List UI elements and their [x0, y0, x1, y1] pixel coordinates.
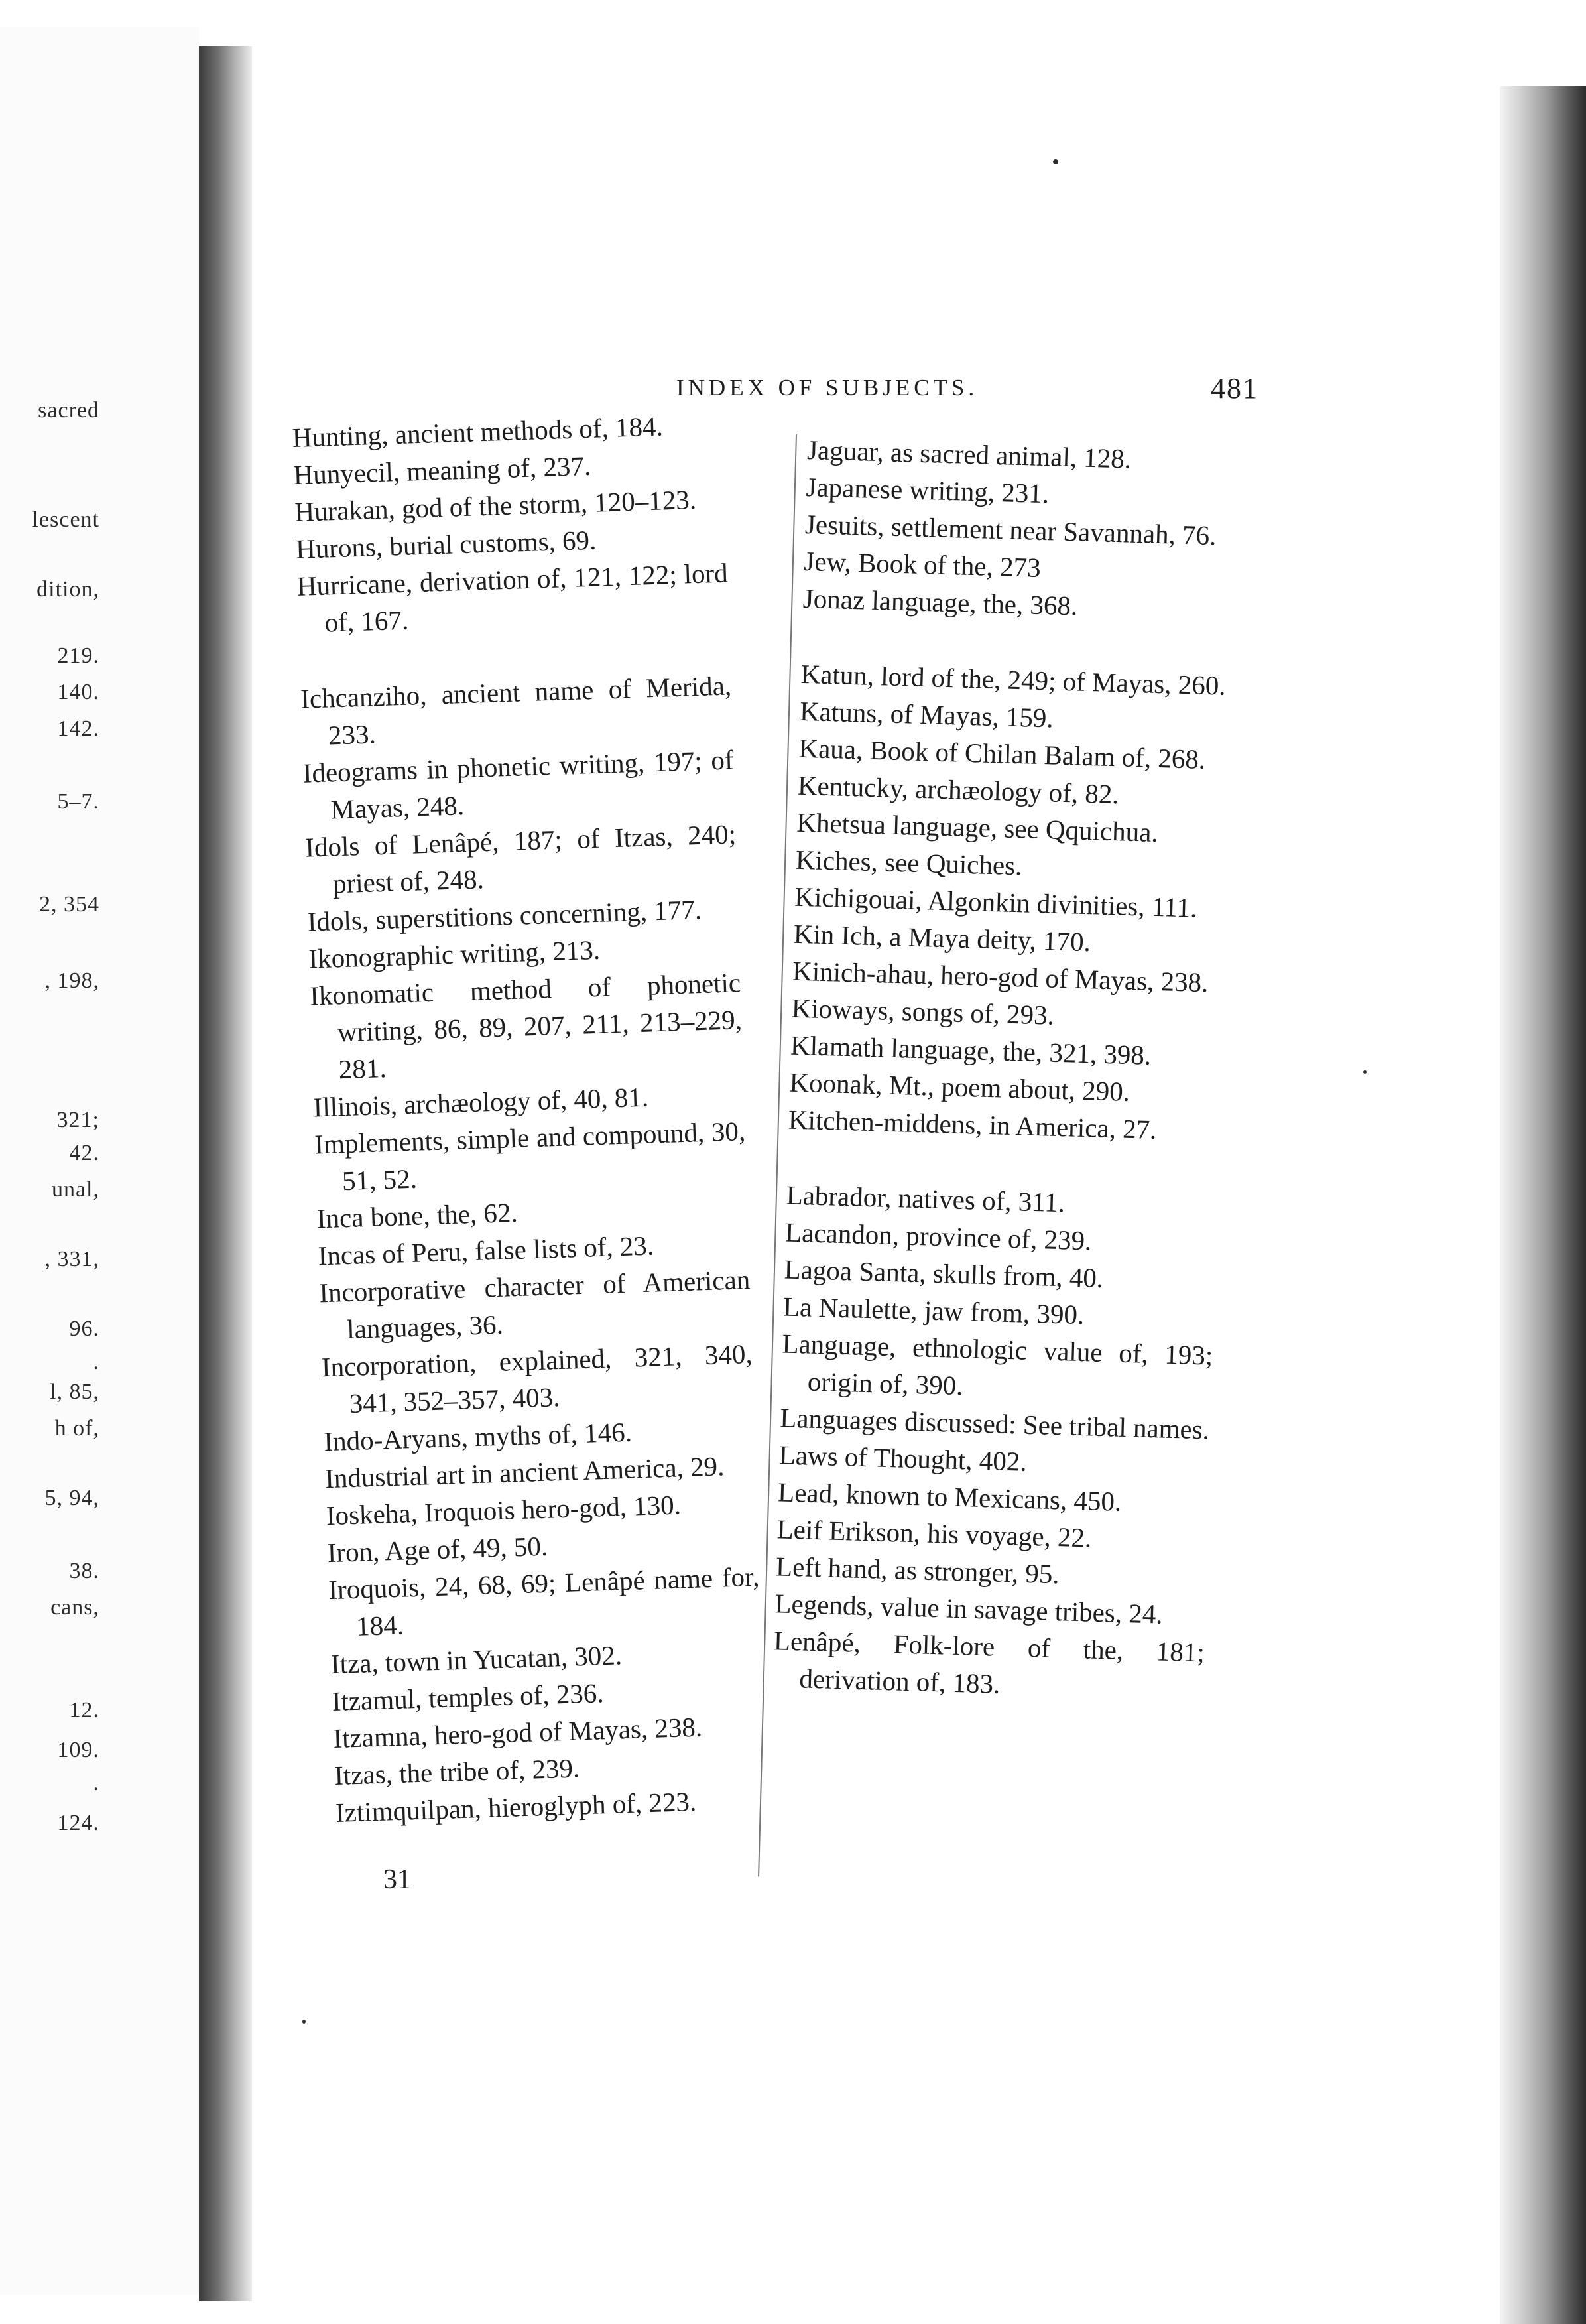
index-entry: Katuns, of Mayas, 159. [799, 695, 1054, 734]
left-page-fragment: 5–7. [57, 789, 99, 814]
left-page-fragment: 12. [69, 1698, 99, 1722]
index-entry: Idols of Lenâpé, 187; of Itzas, 240; priest of, 248. [304, 818, 737, 899]
left-page-fragment: 42. [69, 1141, 99, 1165]
left-page-fragment: 321; [56, 1108, 99, 1132]
left-page-fragment: 140. [57, 680, 99, 704]
index-entry: Kiches, see Quiches. [795, 844, 1023, 881]
index-entry: Itzas, the tribe of, 239. [334, 1752, 580, 1791]
index-entry: Languages discussed: See tribal names. [779, 1402, 1210, 1445]
index-entry: Kin Ich, a Maya deity, 170. [793, 918, 1091, 958]
index-entry: Jesuits, settlement near Savannah, 76. [804, 508, 1217, 551]
index-entry: Koonak, Mt., poem about, 290. [788, 1066, 1130, 1107]
index-entry: Hurons, burial customs, 69. [295, 524, 597, 564]
left-page-fragment: dition, [36, 577, 99, 602]
index-entry: Lacandon, province of, 239. [784, 1216, 1092, 1256]
index-entry: Indo-Aryans, myths of, 146. [323, 1416, 633, 1457]
left-page-fragment: , 331, [44, 1247, 99, 1271]
left-page-fragment: . [93, 1771, 99, 1795]
index-entry: Left hand, as stronger, 95. [775, 1551, 1060, 1590]
index-entry: Ideograms in phonetic writing, 197; of Mayas, 248. [302, 744, 735, 825]
index-entry: Katun, lord of the, 249; of Mayas, 260. [800, 658, 1227, 701]
index-entry: Incorporative character of American languages, 36. [318, 1263, 751, 1345]
index-entry: Kinich-ahau, hero-god of Mayas, 238. [792, 955, 1209, 998]
index-column-right [772, 431, 1239, 1708]
left-page-fragment: l, 85, [50, 1380, 99, 1404]
previous-page-edge [0, 27, 199, 2295]
left-page-fragment: , 198, [44, 968, 99, 993]
left-page-fragment: 96. [69, 1317, 99, 1341]
index-entry: Kentucky, archæology of, 82. [797, 769, 1120, 810]
index-entry: Klamath language, the, 321, 398. [790, 1029, 1152, 1070]
index-entry: Japanese writing, 231. [806, 471, 1050, 509]
index-entry: Itza, town in Yucatan, 302. [330, 1640, 623, 1680]
index-entry: Lead, known to Mexicans, 450. [777, 1476, 1122, 1517]
index-entry: Illinois, archæology of, 40, 81. [312, 1081, 649, 1123]
left-page-fragment: h of, [54, 1416, 99, 1441]
index-entry: Incas of Peru, false lists of, 23. [317, 1230, 654, 1271]
index-entry: Jew, Book of the, 273 [803, 545, 1042, 583]
printer-signature-mark: 31 [383, 1864, 411, 1895]
left-page-fragment: 124. [57, 1811, 99, 1835]
index-entry: Leif Erikson, his voyage, 22. [776, 1514, 1093, 1553]
left-page-fragment: 38. [69, 1559, 99, 1583]
index-entry: Incorporation, explained, 321, 340, 341, 352–357, 403. [321, 1338, 753, 1419]
index-entry: Kitchen-middens, in America, 27. [788, 1104, 1158, 1145]
index-entry: Iroquois, 24, 68, 69; Lenâpé name for, 184. [328, 1561, 760, 1642]
index-entry: La Naulette, jaw from, 390. [782, 1291, 1085, 1330]
index-entry: Hunting, ancient methods of, 184. [292, 411, 664, 453]
index-entry: Iron, Age of, 49, 50. [326, 1530, 548, 1569]
index-entry: Ichcanziho, ancient name of Merida, 233. [300, 670, 732, 751]
index-entry: Lenâpé, Folk-lore of the, 181; derivation of, 183. [773, 1625, 1205, 1699]
index-entry: Implements, simple and compound, 30, 51, 52. [314, 1116, 746, 1196]
index-column-left [292, 406, 767, 1831]
left-page-fragment: 5, 94, [44, 1486, 99, 1510]
ink-speck [302, 2020, 306, 2024]
index-entry: Industrial art in ancient America, 29. [324, 1451, 725, 1494]
index-entry: Kioways, songs of, 293. [791, 992, 1055, 1031]
index-entry: Inca bone, the, 62. [316, 1196, 518, 1234]
index-entry: Kaua, Book of Chilan Balam of, 268. [798, 732, 1206, 775]
index-entry: Lagoa Santa, skulls from, 40. [784, 1254, 1104, 1293]
left-page-fragment: 142. [57, 716, 99, 741]
index-entry: Jonaz language, the, 368. [802, 582, 1078, 621]
index-entry: Khetsua language, see Qquichua. [796, 807, 1159, 848]
index-entry: Iztimquilpan, hieroglyph of, 223. [335, 1785, 697, 1828]
index-entry: Ikonomatic method of phonetic writing, 86, 89, 207, 211, 213–229, 281. [309, 967, 743, 1085]
left-page-fragment: sacred [38, 398, 99, 422]
index-entry: Itzamna, hero-god of Mayas, 238. [332, 1711, 703, 1754]
binding-gutter-shadow [199, 46, 252, 2301]
index-entry: Legends, value in savage tribes, 24. [774, 1588, 1164, 1630]
index-entry: Jaguar, as sacred animal, 128. [806, 434, 1132, 474]
left-page-fragment: 2, 354 [39, 892, 99, 917]
index-entry: Idols, superstitions concerning, 177. [307, 893, 702, 937]
page-stack-edge [1500, 86, 1586, 2324]
index-entry: Ikonographic writing, 213. [308, 934, 601, 974]
left-page-fragment: . [93, 1350, 99, 1374]
left-page-fragment: 109. [57, 1738, 99, 1762]
left-page-fragment: cans, [50, 1595, 99, 1620]
index-entry: Ioskeha, Iroquois hero-god, 130. [326, 1489, 682, 1531]
index-entry: Itzamul, temples of, 236. [332, 1677, 605, 1717]
left-page-fragment: lescent [32, 507, 99, 532]
left-page-fragment: unal, [51, 1177, 99, 1202]
left-page-fragment: 219. [57, 643, 99, 668]
index-entry: Kichigouai, Algonkin divinities, 111. [794, 881, 1198, 923]
index-entry: Hunyecil, meaning of, 237. [292, 450, 591, 490]
running-header: INDEX OF SUBJECTS. [676, 375, 979, 401]
index-entry: Laws of Thought, 402. [778, 1439, 1028, 1477]
index-entry: Language, ethnologic value of, 193; origin of, 390. [781, 1328, 1213, 1401]
ink-speck [1053, 159, 1058, 164]
index-entry: Hurricane, derivation of, 121, 122; lord of, 167. [296, 557, 729, 638]
page-number: 481 [1211, 372, 1258, 405]
ink-speck [1363, 1070, 1367, 1074]
index-entry: Labrador, natives of, 311. [786, 1179, 1066, 1218]
index-entry: Hurakan, god of the storm, 120–123. [294, 484, 697, 527]
